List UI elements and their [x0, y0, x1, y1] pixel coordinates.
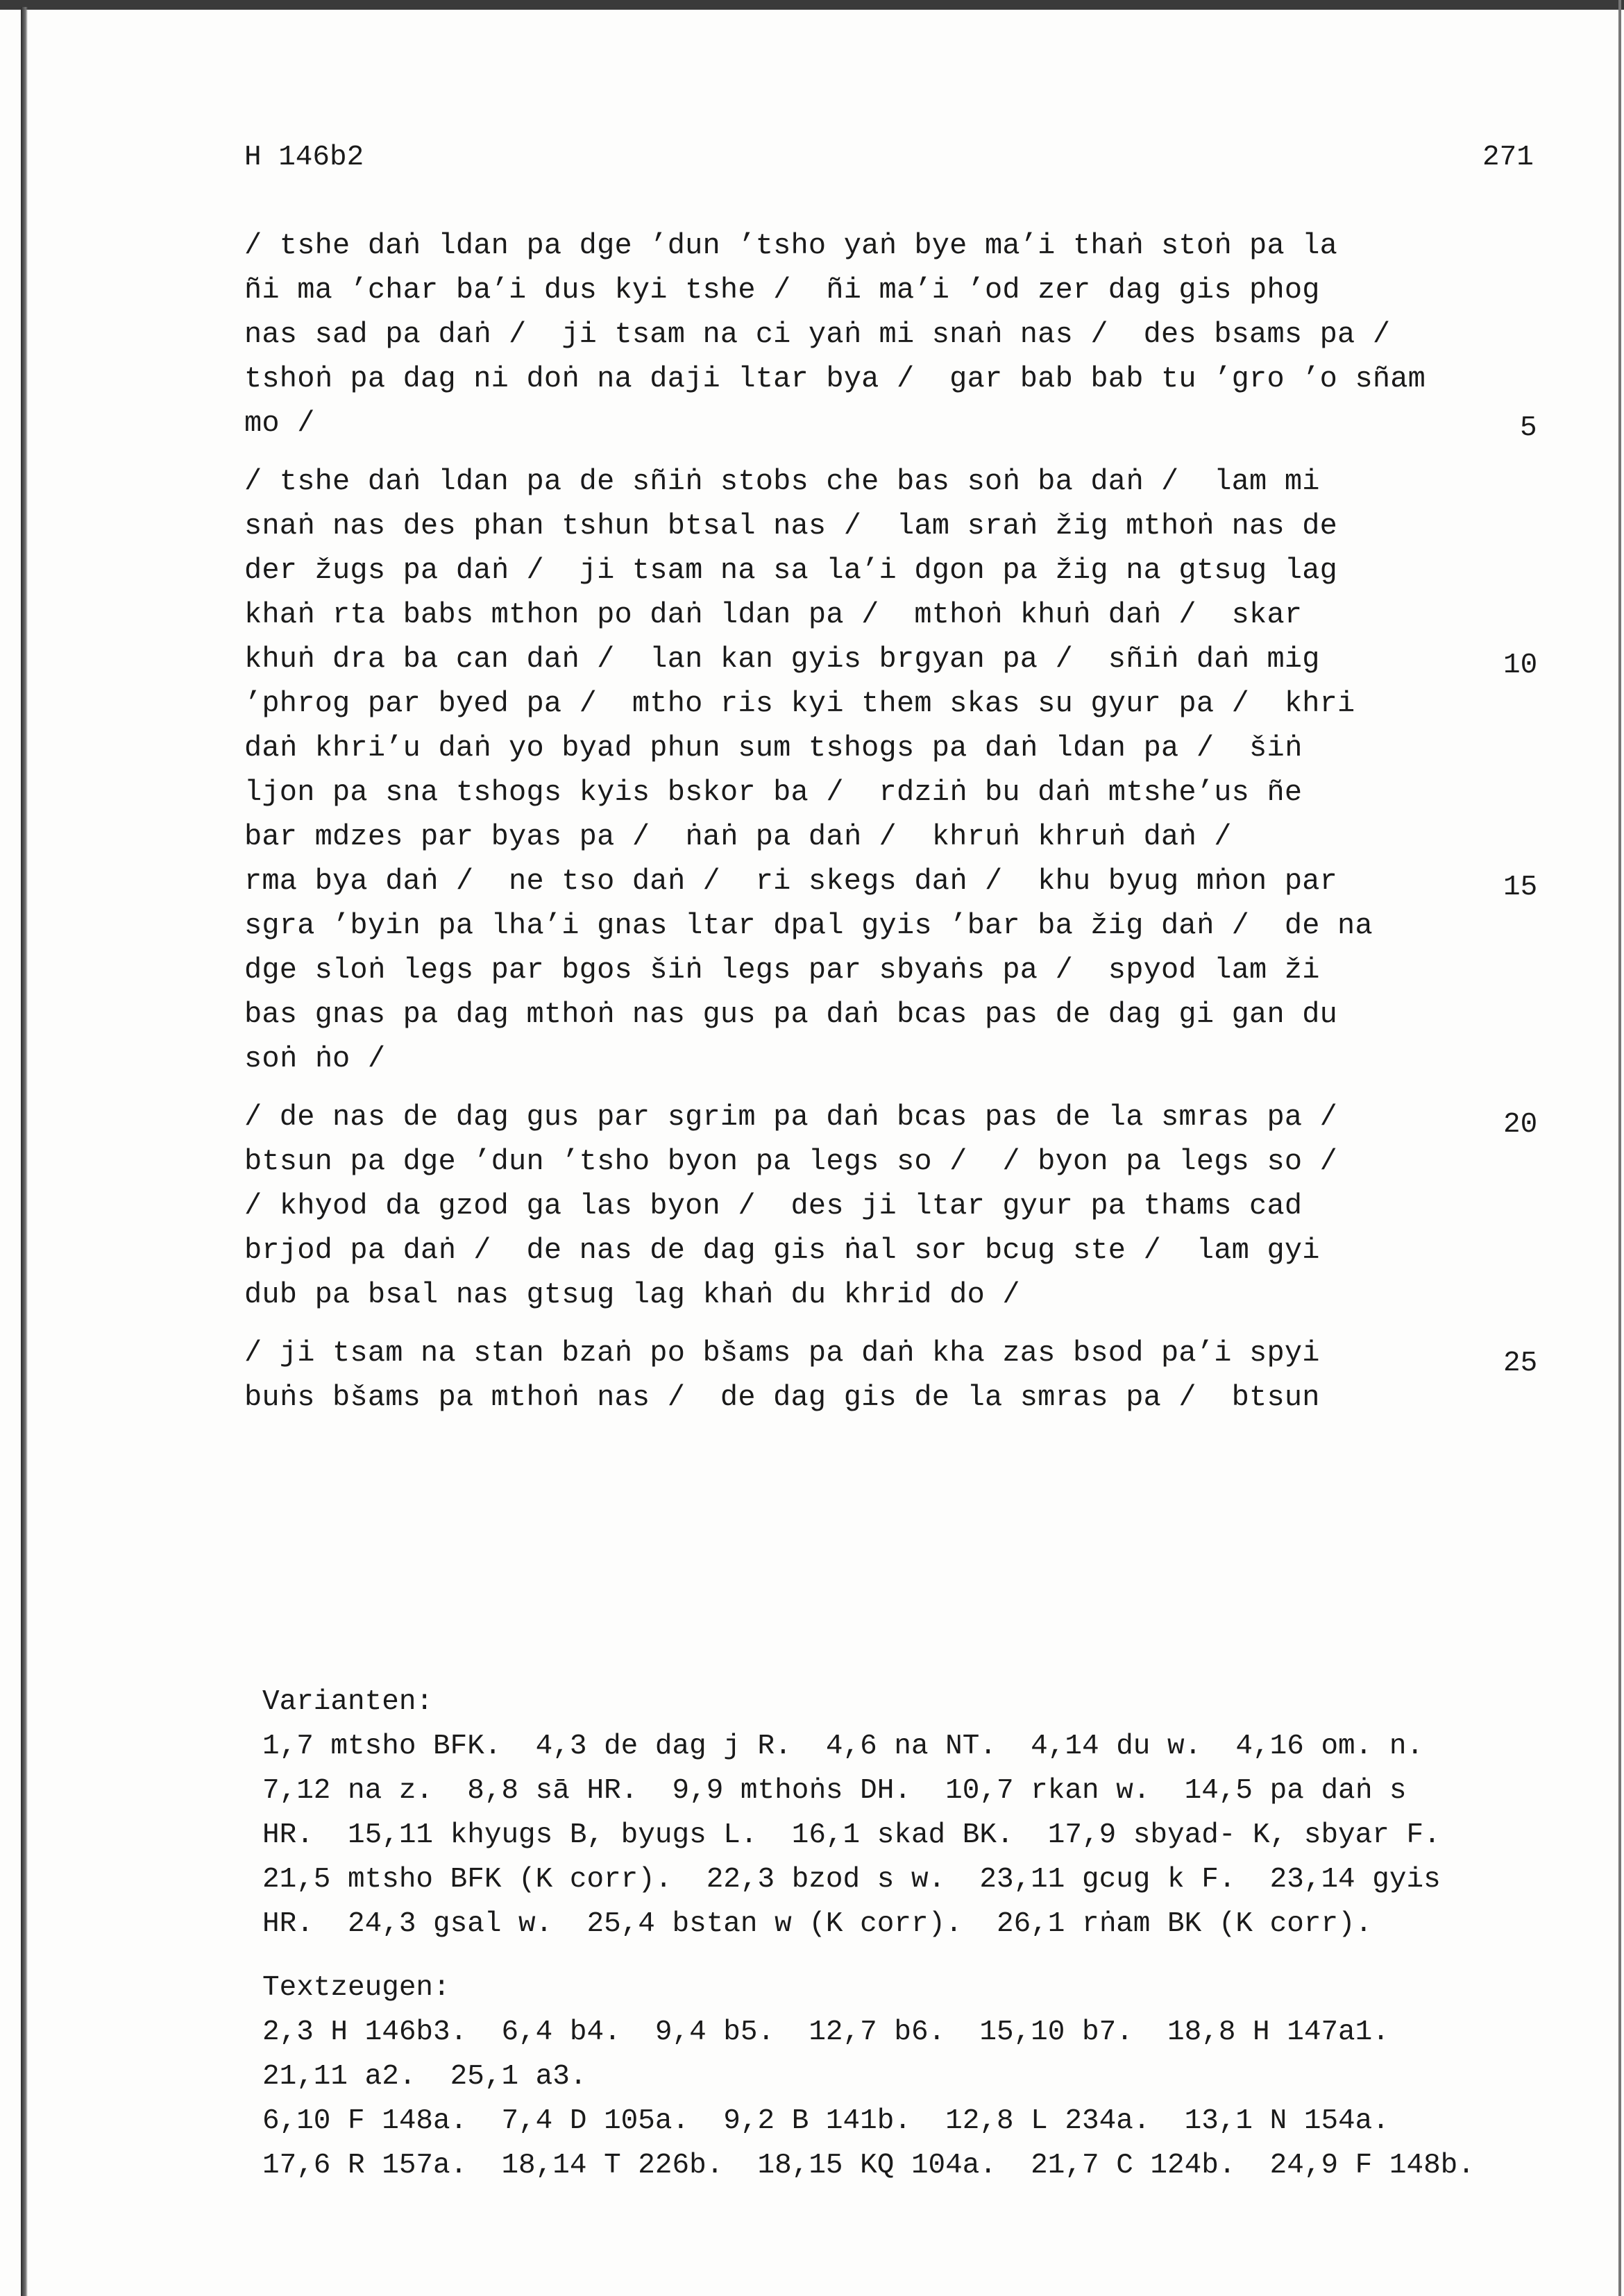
line-number: 10 — [1503, 649, 1538, 681]
text-line: ljon pa sna tshogs kyis bskor ba / rdziṅ bu daṅ mtshe’us ñe — [244, 776, 1303, 809]
varianten-heading: Varianten: — [262, 1686, 434, 1718]
textzeugen-line: 17,6 R 157a. 18,14 T 226b. 18,15 KQ 104a. 21,7 C 124b. 24,9 F 148b. — [262, 2150, 1475, 2182]
text-line: dge sloṅ legs par bgos šiṅ legs par sbyaṅs pa / spyod lam ži — [244, 953, 1320, 987]
text-line: / tshe daṅ ldan pa dge ’dun ’tsho yaṅ bye ma’i thaṅ stoṅ pa la — [244, 229, 1338, 262]
scan-left-edge — [21, 7, 28, 2296]
text-line: bar mdzes par byas pa / ṅaṅ pa daṅ / khruṅ khruṅ daṅ / — [244, 820, 1232, 853]
text-line: snaṅ nas des phan tshun btsal nas / lam sraṅ žig mthoṅ nas de — [244, 509, 1338, 543]
textzeugen-line: 6,10 F 148a. 7,4 D 105a. 9,2 B 141b. 12,8 L 234a. 13,1 N 154a. — [262, 2105, 1389, 2137]
text-line: der žugs pa daṅ / ji tsam na sa la’i dgon pa žig na gtsug lag — [244, 554, 1338, 587]
varianten-line: HR. 15,11 khyugs B, byugs L. 16,1 skad BK. 17,9 sbyad- K, sbyar F. — [262, 1819, 1441, 1851]
scan-top-edge — [0, 0, 1624, 10]
text-line: khaṅ rta babs mthon po daṅ ldan pa / mthoṅ khuṅ daṅ / skar — [244, 598, 1303, 631]
text-line: / tshe daṅ ldan pa de sñiṅ stobs che bas soṅ ba daṅ / lam mi — [244, 465, 1320, 498]
text-line: sgra ’byin pa lha’i gnas ltar dpal gyis ’bar ba žig daṅ / de na — [244, 909, 1373, 942]
page-number: 271 — [1482, 142, 1534, 173]
line-number: 5 — [1520, 412, 1537, 444]
text-line: tshoṅ pa dag ni doṅ na daji ltar bya / gar bab bab tu ’gro ’o sñam — [244, 362, 1426, 396]
textzeugen-line: 21,11 a2. 25,1 a3. — [262, 2061, 587, 2093]
varianten-line: 21,5 mtsho BFK (K corr). 22,3 bzod s w. 23,11 gcug k F. 23,14 gyis — [262, 1864, 1441, 1896]
text-line: mo / — [244, 407, 315, 440]
line-number: 15 — [1503, 871, 1538, 903]
text-line: brjod pa daṅ / de nas de dag gis ṅal sor bcug ste / lam gyi — [244, 1234, 1320, 1267]
text-line: ñi ma ’char ba’i dus kyi tshe / ñi ma’i ’od zer dag gis phog — [244, 273, 1320, 307]
text-line: / de nas de dag gus par sgrim pa daṅ bcas pas de la smras pa / — [244, 1100, 1338, 1134]
line-number: 25 — [1503, 1347, 1538, 1379]
textzeugen-line: 2,3 H 146b3. 6,4 b4. 9,4 b5. 12,7 b6. 15,10 b7. 18,8 H 147a1. — [262, 2016, 1389, 2048]
text-line: ’phrog par byed pa / mtho ris kyi them skas su gyur pa / khri — [244, 687, 1355, 720]
text-line: btsun pa dge ’dun ’tsho byon pa legs so / / byon pa legs so / — [244, 1145, 1338, 1178]
text-line: khuṅ dra ba can daṅ / lan kan gyis brgyan pa / sñiṅ daṅ mig — [244, 643, 1320, 676]
text-line: rma bya daṅ / ne tso daṅ / ri skegs daṅ / khu byug mṅon par — [244, 865, 1338, 898]
text-line: nas sad pa daṅ / ji tsam na ci yaṅ mi snaṅ nas / des bsams pa / — [244, 318, 1391, 351]
text-line: buṅs bšams pa mthoṅ nas / de dag gis de la smras pa / btsun — [244, 1381, 1320, 1414]
text-line: soṅ ṅo / — [244, 1042, 386, 1075]
varianten-line: HR. 24,3 gsal w. 25,4 bstan w (K corr). 26,1 rṅam BK (K corr). — [262, 1908, 1373, 1940]
page-reference: H 146b2 — [244, 142, 364, 173]
text-line: daṅ khri’u daṅ yo byad phun sum tshogs pa daṅ ldan pa / šiṅ — [244, 731, 1303, 765]
textzeugen-heading: Textzeugen: — [262, 1972, 450, 2004]
text-line: bas gnas pa dag mthoṅ nas gus pa daṅ bcas pas de dag gi gan du — [244, 998, 1338, 1031]
text-line: / ji tsam na stan bzaṅ po bšams pa daṅ kha zas bsod pa’i spyi — [244, 1336, 1320, 1370]
line-number: 20 — [1503, 1109, 1538, 1141]
scan-right-edge — [1618, 0, 1621, 2296]
text-line: dub pa bsal nas gtsug lag khaṅ du khrid do / — [244, 1278, 1020, 1311]
varianten-line: 1,7 mtsho BFK. 4,3 de dag j R. 4,6 na NT. 4,14 du w. 4,16 om. n. — [262, 1730, 1424, 1762]
text-line: / khyod da gzod ga las byon / des ji ltar gyur pa thams cad — [244, 1189, 1303, 1223]
varianten-line: 7,12 na z. 8,8 sā HR. 9,9 mthoṅs DH. 10,7 rkan w. 14,5 pa daṅ s — [262, 1775, 1407, 1807]
